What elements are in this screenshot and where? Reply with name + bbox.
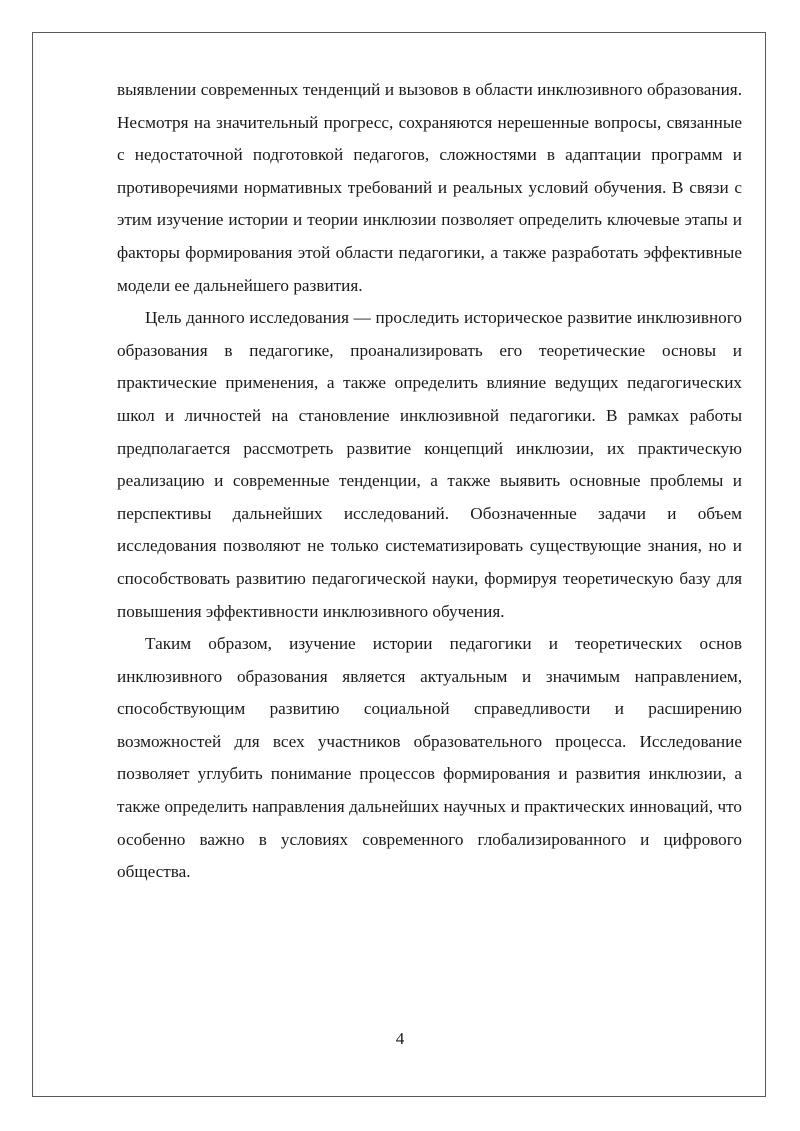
document-body	[117, 74, 742, 889]
paragraph-research-goal: Цель данного исследования — проследить историческое развитие инклюзивного образования в педагогике, проанализировать его теоретические основы и практические применения, а также определить влияние ведущих педагогических школ и личностей на становление инклюзивной педагогики. В рамках работы предполагается рассмотреть развитие концепций инклюзии, их практическую реализацию и современные тенденции, а также выявить основные проблемы и перспективы дальнейших исследований. Обозначенные задачи и объем исследования позволяют не только систематизировать существующие знания, но и способствовать развитию педагогической науки, формируя теоретическую базу для повышения эффективности инклюзивного обучения.	[117, 308, 742, 621]
page-number: 4	[395, 1029, 405, 1048]
paragraph-continuation: выявлении современных тенденций и вызовов в области инклюзивного образования. Несмотря на значительный прогресс, сохраняются нерешенные вопросы, связанные с недостаточной подготовкой педагогов, сложностями в адаптации программ и противоречиями нормативных требований и реальных условий обучения. В связи с этим изучение истории и теории инклюзии позволяет определить ключевые этапы и факторы формирования этой области педагогики, а также разработать эффективные модели ее дальнейшего развития.	[117, 80, 742, 295]
paragraph-conclusion: Таким образом, изучение истории педагогики и теоретических основ инклюзивного образования является актуальным и значимым направлением, способствующим развитию социальной справедливости и расширению возможностей для всех участников образовательного процесса. Исследование позволяет углубить понимание процессов формирования и развития инклюзии, а также определить направления дальнейших научных и практических инноваций, что особенно важно в условиях современного глобализированного и цифрового общества.	[117, 634, 742, 882]
